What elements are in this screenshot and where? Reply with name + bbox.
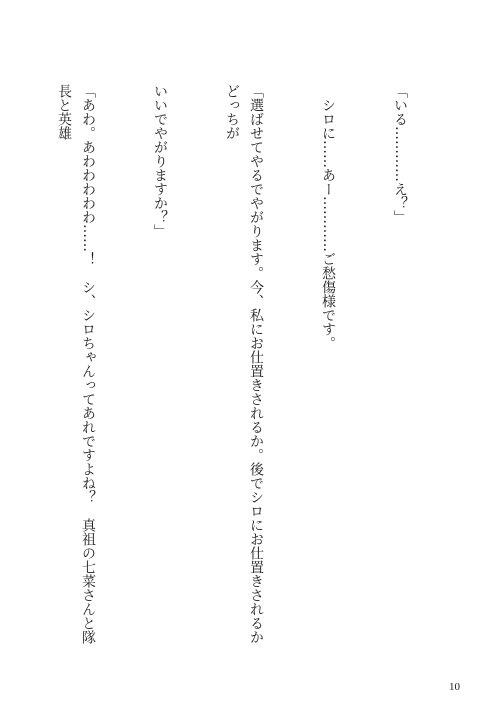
body-text [40, 84, 460, 650]
text-line: 「あわ。あわわわわわ……！ シ、シロちゃんってあれですよね？ 真祖の七菜さんと隊長と英雄 [56, 84, 96, 644]
page-number: 10 [449, 681, 460, 693]
text-line: 「いる…………え？」 [392, 84, 408, 224]
text-line: シロに……あー…………ご愁傷様です。 [320, 84, 336, 350]
text-line: 「選ばせてやるでやがります。今、私にお仕置きされるか。後でシロにお仕置きされるかどっちが [224, 84, 264, 644]
text-line: いいでやがりますか？」 [152, 84, 168, 238]
